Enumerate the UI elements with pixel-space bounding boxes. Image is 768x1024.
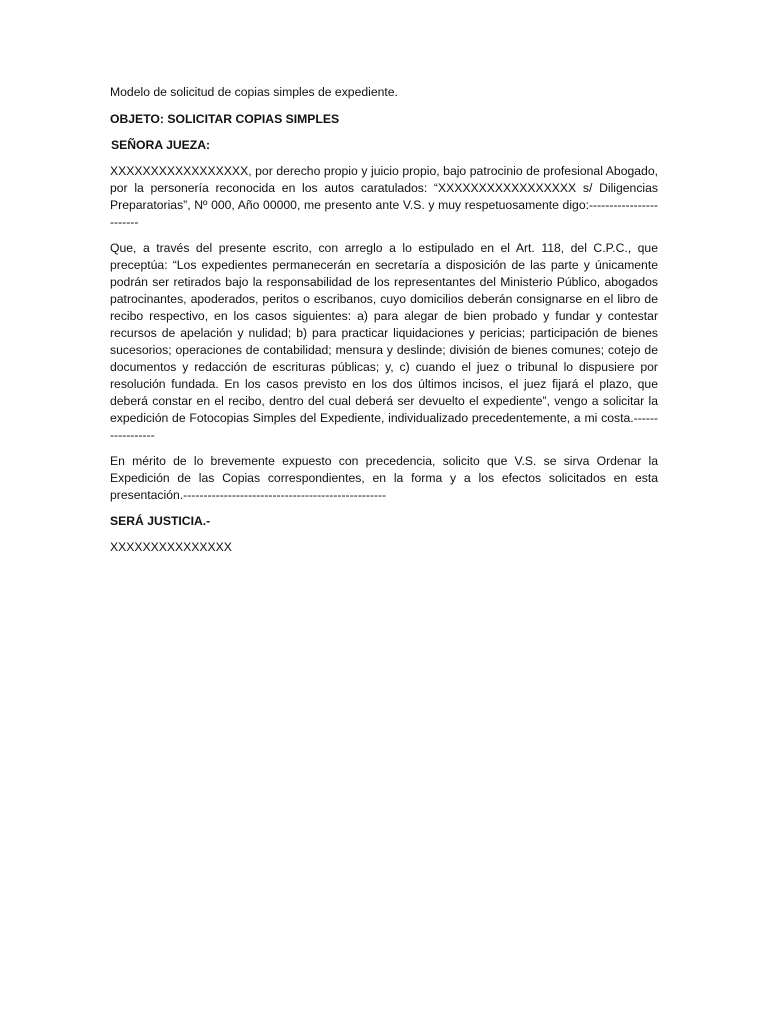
body-paragraph: En mérito de lo brevemente expuesto con precedencia, solicito que V.S. se sirva Ordenar la Expedición de las Copias correspondientes, en la forma y a los efectos solicitados en esta presentación.-------------------------------------------------- [110, 454, 658, 502]
signature-line: XXXXXXXXXXXXXXX [110, 540, 232, 554]
closing-line: SERÁ JUSTICIA.- [110, 514, 211, 528]
body-paragraph: Que, a través del presente escrito, con arreglo a lo estipulado en el Art. 118, del C.P.C., que preceptúa: “Los expedientes permanecerán en secretaría a disposición de las parte y únicamente podrán ser retirados bajo la responsabilidad de los representantes del Ministerio Público, abogados patrocinantes, apoderados, peritos o escribanos, cuyo domicilios deberán consignarse en el libro de recibo respectivo, en los casos siguientes: a) para alegar de bien probado y fundar y contestar recursos de apelación y nulidad; b) para practicar liquidaciones y pericias; participación de bienes sucesorios; operaciones de contabilidad; mensura y deslinde; división de bienes comunes; cotejo de documentos y redacción de escrituras públicas; y, c) cuando el juez o tribunal lo dispusiere por resolución fundada. En los casos previsto en los dos últimos incisos, el juez fijará el plazo, que deberá constar en el recibo, dentro del cual deberá ser devuelto el expediente”, vengo a solicitar la expedición de Fotocopias Simples del Expediente, individualizado precedentemente, a mi costa.----------------- [110, 241, 658, 442]
document-page [110, 84, 658, 565]
salutation: SEÑORA JUEZA: [111, 138, 211, 152]
body-paragraph: XXXXXXXXXXXXXXXXX, por derecho propio y juicio propio, bajo patrocinio de profesional Abogado, por la personería reconocida en los autos caratulados: “XXXXXXXXXXXXXXXXX s/ Diligencias Preparatorias”, Nº 000, Año 00000, me presento ante V.S. y muy respetuosamente digo:------------------------ [110, 164, 658, 229]
document-title: Modelo de solicitud de copias simples de expediente. [110, 85, 398, 99]
object-line: OBJETO: SOLICITAR COPIAS SIMPLES [110, 112, 340, 126]
